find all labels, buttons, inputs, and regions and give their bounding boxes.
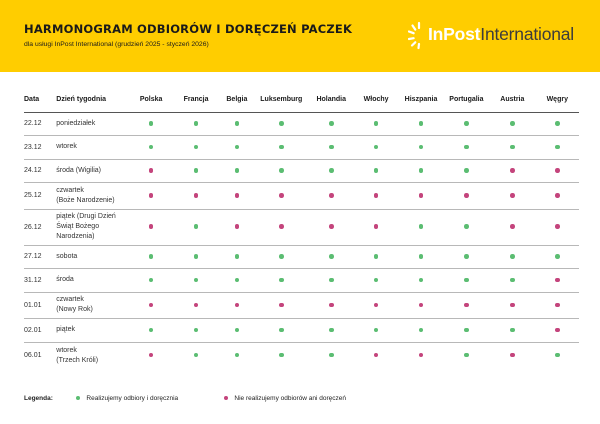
status-cell — [354, 112, 398, 136]
status-unavailable-dot-icon — [235, 193, 240, 198]
status-cell — [309, 319, 354, 343]
status-cell — [172, 319, 219, 343]
day-cell — [56, 159, 130, 183]
status-available-dot-icon — [235, 121, 240, 126]
status-available-dot-icon — [194, 121, 199, 126]
logo-wordmark — [428, 24, 574, 45]
status-cell — [309, 292, 354, 319]
status-cell — [130, 269, 172, 293]
day-cell — [56, 292, 130, 319]
date-cell: 27.12 — [24, 245, 56, 269]
status-available-dot-icon — [374, 278, 379, 283]
status-available-dot-icon — [329, 353, 334, 358]
day-cell-line: (Boże Narodzenie) — [56, 196, 115, 204]
date-cell: 22.12 — [24, 112, 56, 136]
column-header-country: Belgia — [226, 96, 248, 104]
status-available-dot-icon — [555, 353, 560, 358]
status-available-dot-icon — [464, 145, 469, 150]
status-available-dot-icon — [419, 145, 424, 150]
day-cell-line: wtorek — [56, 143, 77, 151]
column-header-country: Włochy — [363, 96, 389, 104]
status-cell — [444, 183, 489, 210]
day-cell-line: piątek (Drugi Dzień — [56, 213, 116, 220]
day-cell-line: (Trzech Króli) — [56, 356, 99, 364]
status-cell — [220, 136, 254, 160]
status-cell — [354, 209, 398, 245]
status-available-dot-icon — [510, 145, 515, 150]
status-unavailable-dot-icon — [235, 303, 240, 308]
day-cell — [56, 183, 130, 210]
status-available-dot-icon — [329, 278, 334, 283]
status-available-dot-icon — [235, 145, 240, 150]
legend-yes-label: Realizujemy odbiory i doręcznia — [86, 395, 179, 402]
status-available-dot-icon — [374, 254, 379, 259]
status-available-dot-icon — [510, 254, 515, 259]
status-unavailable-dot-icon — [374, 193, 379, 198]
status-available-dot-icon — [279, 121, 284, 126]
status-available-dot-icon — [464, 278, 469, 283]
column-header-country: Luksemburg — [260, 96, 303, 104]
status-cell — [398, 112, 443, 136]
status-unavailable-dot-icon — [419, 193, 424, 198]
status-available-dot-icon — [555, 121, 560, 126]
status-cell — [220, 159, 254, 183]
header-banner — [0, 0, 600, 72]
column-header-country: Francja — [183, 96, 209, 104]
status-cell — [130, 245, 172, 269]
date-cell: 01.01 — [24, 292, 56, 319]
status-cell — [354, 342, 398, 369]
status-cell — [398, 319, 443, 343]
status-cell — [130, 159, 172, 183]
day-cell-line: czwartek — [56, 296, 84, 304]
legend-title: Legenda: — [24, 395, 53, 402]
day-cell — [56, 245, 130, 269]
day-cell — [56, 136, 130, 160]
status-cell — [354, 319, 398, 343]
table-header-row — [24, 88, 579, 112]
status-available-dot-icon — [419, 278, 424, 283]
status-cell — [254, 245, 308, 269]
column-header-day: Dzień tygodnia — [56, 96, 107, 104]
status-available-dot-icon — [279, 278, 284, 283]
status-available-dot-icon — [419, 121, 424, 126]
green-dot-icon — [76, 396, 80, 400]
day-cell-line: poniedziałek — [56, 119, 96, 127]
status-cell — [536, 136, 579, 160]
status-available-dot-icon — [374, 328, 379, 333]
status-unavailable-dot-icon — [419, 353, 424, 358]
legend-item-no — [224, 395, 346, 402]
status-unavailable-dot-icon — [149, 193, 154, 198]
status-cell — [130, 112, 172, 136]
status-cell — [220, 183, 254, 210]
status-cell — [536, 183, 579, 210]
status-cell — [489, 159, 535, 183]
day-cell-line: czwartek — [56, 186, 84, 194]
status-unavailable-dot-icon — [329, 224, 334, 229]
day-cell-line: piątek — [56, 326, 75, 334]
column-header-date: Data — [24, 96, 40, 104]
status-available-dot-icon — [194, 168, 199, 173]
status-available-dot-icon — [279, 353, 284, 358]
status-unavailable-dot-icon — [510, 303, 515, 308]
status-available-dot-icon — [555, 254, 560, 259]
status-unavailable-dot-icon — [555, 303, 560, 308]
status-available-dot-icon — [235, 353, 240, 358]
status-available-dot-icon — [510, 328, 515, 333]
status-cell — [398, 136, 443, 160]
status-cell — [220, 209, 254, 245]
status-cell — [398, 209, 443, 245]
status-cell — [489, 269, 535, 293]
status-available-dot-icon — [194, 224, 199, 229]
status-cell — [354, 136, 398, 160]
status-available-dot-icon — [279, 145, 284, 150]
date-cell: 02.01 — [24, 319, 56, 343]
status-unavailable-dot-icon — [510, 353, 515, 358]
day-cell-line: sobota — [56, 252, 78, 260]
date-cell: 06.01 — [24, 342, 56, 369]
status-unavailable-dot-icon — [374, 353, 379, 358]
status-cell — [489, 245, 535, 269]
table-row — [24, 159, 579, 183]
status-cell — [254, 209, 308, 245]
status-unavailable-dot-icon — [555, 278, 560, 283]
status-cell — [172, 342, 219, 369]
column-header-country: Holandia — [316, 96, 346, 104]
table-row — [24, 112, 579, 136]
day-cell — [56, 319, 130, 343]
status-cell — [398, 292, 443, 319]
date-cell: 25.12 — [24, 183, 56, 210]
table-row — [24, 136, 579, 160]
status-unavailable-dot-icon — [374, 303, 379, 308]
date-cell: 31.12 — [24, 269, 56, 293]
status-unavailable-dot-icon — [510, 168, 515, 173]
table-row — [24, 292, 579, 319]
status-cell — [536, 159, 579, 183]
status-available-dot-icon — [419, 254, 424, 259]
status-available-dot-icon — [149, 254, 154, 259]
status-unavailable-dot-icon — [555, 193, 560, 198]
table-row — [24, 269, 579, 293]
status-cell — [130, 319, 172, 343]
column-header-country: Portugalia — [449, 96, 484, 104]
table-row — [24, 319, 579, 343]
status-unavailable-dot-icon — [279, 303, 284, 308]
status-available-dot-icon — [194, 328, 199, 333]
status-unavailable-dot-icon — [149, 303, 154, 308]
table-row — [24, 209, 579, 245]
page-subtitle: dla usługi InPost International (grudzień 2025 - styczeń 2026) — [24, 41, 209, 48]
inpost-logo — [408, 20, 584, 50]
status-available-dot-icon — [235, 254, 240, 259]
status-cell — [254, 342, 308, 369]
status-available-dot-icon — [374, 168, 379, 173]
status-unavailable-dot-icon — [149, 224, 154, 229]
column-header-country: Hiszpania — [404, 96, 438, 104]
status-unavailable-dot-icon — [510, 193, 515, 198]
legend-item-yes — [76, 395, 178, 402]
status-cell — [220, 269, 254, 293]
status-cell — [309, 159, 354, 183]
status-cell — [309, 209, 354, 245]
date-cell: 23.12 — [24, 136, 56, 160]
table-body — [24, 112, 579, 369]
status-cell — [444, 209, 489, 245]
status-cell — [254, 112, 308, 136]
status-cell — [398, 183, 443, 210]
status-cell — [172, 112, 219, 136]
status-cell — [444, 292, 489, 319]
status-cell — [309, 245, 354, 269]
status-unavailable-dot-icon — [374, 224, 379, 229]
status-available-dot-icon — [464, 254, 469, 259]
status-available-dot-icon — [194, 353, 199, 358]
status-available-dot-icon — [235, 278, 240, 283]
status-unavailable-dot-icon — [419, 303, 424, 308]
status-cell — [489, 112, 535, 136]
status-cell — [444, 245, 489, 269]
status-available-dot-icon — [510, 278, 515, 283]
status-available-dot-icon — [329, 328, 334, 333]
status-cell — [444, 159, 489, 183]
status-cell — [130, 209, 172, 245]
status-cell — [354, 159, 398, 183]
status-cell — [220, 292, 254, 319]
status-available-dot-icon — [419, 168, 424, 173]
day-cell-line: Świąt Bożego — [56, 223, 100, 230]
status-cell — [130, 342, 172, 369]
status-cell — [489, 319, 535, 343]
status-cell — [220, 245, 254, 269]
status-cell — [489, 292, 535, 319]
status-unavailable-dot-icon — [194, 193, 199, 198]
status-cell — [444, 269, 489, 293]
status-cell — [254, 183, 308, 210]
status-cell — [398, 159, 443, 183]
status-unavailable-dot-icon — [149, 353, 154, 358]
status-available-dot-icon — [510, 121, 515, 126]
status-cell — [489, 183, 535, 210]
status-unavailable-dot-icon — [555, 168, 560, 173]
status-cell — [309, 342, 354, 369]
status-cell — [309, 112, 354, 136]
column-header-country: Polska — [139, 96, 163, 104]
logo-international-text: International — [480, 24, 574, 44]
status-available-dot-icon — [555, 145, 560, 150]
status-available-dot-icon — [329, 168, 334, 173]
status-cell — [444, 136, 489, 160]
status-unavailable-dot-icon — [149, 168, 154, 173]
status-available-dot-icon — [329, 121, 334, 126]
pink-dot-icon — [224, 396, 228, 400]
status-cell — [172, 245, 219, 269]
status-cell — [220, 342, 254, 369]
status-cell — [254, 136, 308, 160]
status-available-dot-icon — [149, 145, 154, 150]
status-unavailable-dot-icon — [279, 224, 284, 229]
status-available-dot-icon — [464, 353, 469, 358]
status-available-dot-icon — [374, 145, 379, 150]
day-cell — [56, 112, 130, 136]
day-cell-line: (Nowy Rok) — [56, 306, 93, 314]
status-cell — [398, 342, 443, 369]
status-cell — [309, 183, 354, 210]
status-available-dot-icon — [419, 224, 424, 229]
status-cell — [489, 136, 535, 160]
day-cell — [56, 209, 130, 245]
table-row — [24, 342, 579, 369]
day-cell-line: środa (Wigilia) — [56, 166, 102, 174]
status-cell — [254, 292, 308, 319]
status-cell — [172, 209, 219, 245]
status-cell — [536, 112, 579, 136]
status-available-dot-icon — [235, 168, 240, 173]
status-cell — [354, 245, 398, 269]
status-unavailable-dot-icon — [464, 303, 469, 308]
status-cell — [254, 269, 308, 293]
status-available-dot-icon — [464, 121, 469, 126]
status-unavailable-dot-icon — [555, 224, 560, 229]
status-available-dot-icon — [279, 328, 284, 333]
status-cell — [489, 209, 535, 245]
status-cell — [130, 136, 172, 160]
status-unavailable-dot-icon — [510, 224, 515, 229]
status-unavailable-dot-icon — [329, 303, 334, 308]
status-cell — [444, 112, 489, 136]
date-cell: 26.12 — [24, 209, 56, 245]
status-cell — [354, 292, 398, 319]
status-cell — [172, 292, 219, 319]
status-available-dot-icon — [374, 121, 379, 126]
day-cell-line: Narodzenia) — [56, 233, 95, 240]
day-cell-line: środa — [56, 276, 74, 284]
status-cell — [309, 136, 354, 160]
status-cell — [254, 319, 308, 343]
status-available-dot-icon — [194, 145, 199, 150]
status-cell — [536, 269, 579, 293]
status-available-dot-icon — [329, 145, 334, 150]
status-available-dot-icon — [149, 121, 154, 126]
page-title: HARMONOGRAM ODBIORÓW I DORĘCZEŃ PACZEK — [24, 22, 353, 36]
status-cell — [444, 342, 489, 369]
status-unavailable-dot-icon — [329, 193, 334, 198]
status-available-dot-icon — [149, 328, 154, 333]
status-cell — [354, 269, 398, 293]
schedule-table — [24, 88, 579, 369]
status-available-dot-icon — [194, 278, 199, 283]
status-available-dot-icon — [464, 328, 469, 333]
status-cell — [220, 319, 254, 343]
status-cell — [130, 292, 172, 319]
status-available-dot-icon — [279, 254, 284, 259]
day-cell-line: wtorek — [56, 346, 77, 354]
status-cell — [172, 183, 219, 210]
table-row — [24, 245, 579, 269]
status-unavailable-dot-icon — [555, 328, 560, 333]
status-cell — [536, 342, 579, 369]
status-cell — [444, 319, 489, 343]
status-available-dot-icon — [419, 328, 424, 333]
status-cell — [536, 209, 579, 245]
column-header-country: Austria — [500, 96, 525, 104]
status-available-dot-icon — [464, 224, 469, 229]
status-cell — [536, 292, 579, 319]
status-cell — [172, 269, 219, 293]
status-available-dot-icon — [194, 254, 199, 259]
day-cell — [56, 342, 130, 369]
status-cell — [536, 245, 579, 269]
logo-inpost-text: InPost — [428, 24, 481, 44]
legend-no-label: Nie realizujemy odbiorów ani doręczeń — [234, 395, 347, 402]
status-cell — [254, 159, 308, 183]
date-cell: 24.12 — [24, 159, 56, 183]
status-cell — [172, 136, 219, 160]
status-available-dot-icon — [235, 328, 240, 333]
status-unavailable-dot-icon — [194, 303, 199, 308]
status-unavailable-dot-icon — [235, 224, 240, 229]
day-cell — [56, 269, 130, 293]
status-unavailable-dot-icon — [464, 193, 469, 198]
status-available-dot-icon — [329, 254, 334, 259]
status-available-dot-icon — [149, 278, 154, 283]
status-cell — [398, 269, 443, 293]
table-row — [24, 183, 579, 210]
column-header-country: Węgry — [546, 96, 568, 104]
status-unavailable-dot-icon — [279, 193, 284, 198]
status-available-dot-icon — [464, 168, 469, 173]
status-cell — [398, 245, 443, 269]
status-cell — [489, 342, 535, 369]
status-cell — [354, 183, 398, 210]
status-cell — [130, 183, 172, 210]
status-cell — [536, 319, 579, 343]
status-cell — [172, 159, 219, 183]
status-cell — [220, 112, 254, 136]
status-cell — [309, 269, 354, 293]
status-available-dot-icon — [279, 168, 284, 173]
